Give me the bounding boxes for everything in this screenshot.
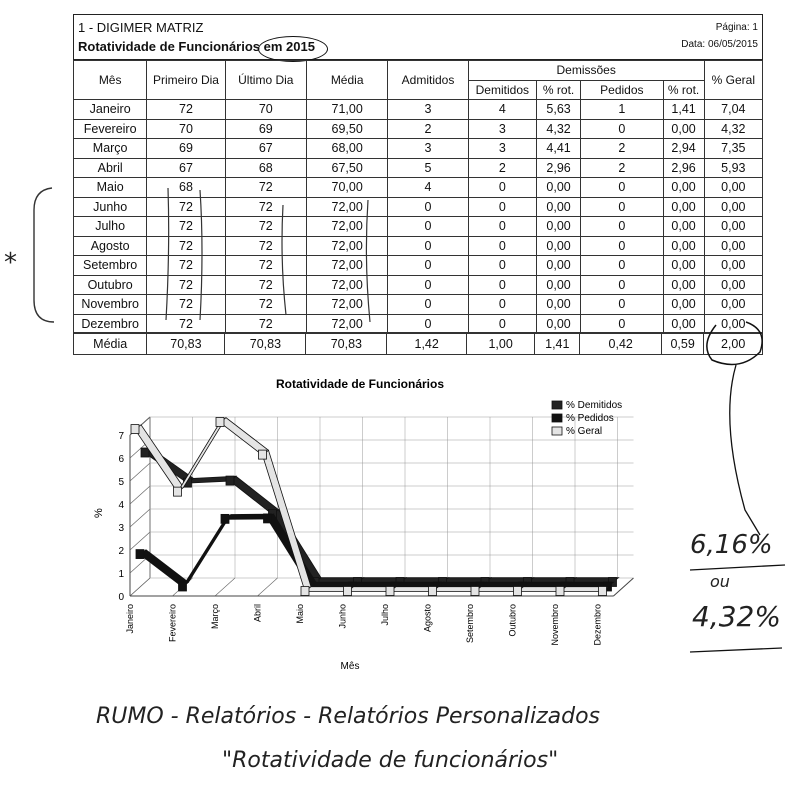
x-tick-label: Março	[210, 604, 220, 630]
x-tick-label: Dezembro	[592, 604, 603, 646]
table-cell: 72	[225, 236, 306, 256]
hand-footer-2: "Rotatividade de funcionários"	[222, 748, 559, 773]
y-tick-label: 1	[118, 569, 124, 580]
table-cell: 70,00	[306, 178, 387, 198]
table-cell: 4	[468, 100, 536, 120]
col-mes: Mês	[74, 61, 147, 100]
table-cell: 0	[468, 236, 536, 256]
table-cell: 0,00	[536, 256, 580, 276]
x-tick-label: Janeiro	[125, 604, 135, 634]
table-cell: 0	[468, 256, 536, 276]
table-cell: Junho	[74, 197, 147, 217]
table-cell: 72	[147, 217, 225, 237]
average-cell: 1,42	[387, 333, 467, 355]
table-cell: 0,00	[704, 217, 762, 237]
table-cell: 72	[147, 197, 225, 217]
table-cell: 72	[147, 100, 225, 120]
table-cell: 71,00	[306, 100, 387, 120]
company-name: 1 - DIGIMER MATRIZ	[78, 20, 204, 35]
average-cell: 1,41	[535, 333, 580, 355]
table-cell: 72	[147, 295, 225, 315]
table-cell: 0,00	[663, 178, 704, 198]
table-cell: 0,00	[704, 275, 762, 295]
table-cell: 0	[581, 256, 663, 276]
table-cell: 67	[225, 139, 306, 159]
y-tick-label: 0	[118, 592, 124, 603]
y-tick-label: 2	[118, 546, 124, 557]
table-cell: 72	[225, 314, 306, 334]
table-cell: 0,00	[704, 256, 762, 276]
table-cell: 0,00	[663, 119, 704, 139]
table-cell: Março	[74, 139, 147, 159]
table-cell: Julho	[74, 217, 147, 237]
table-cell: 4,41	[536, 139, 580, 159]
table-cell: 0	[468, 197, 536, 217]
table-cell: Outubro	[74, 275, 147, 295]
table-cell: 2	[581, 158, 663, 178]
table-cell: 67	[147, 158, 225, 178]
x-tick-label: Outubro	[507, 604, 518, 637]
table-cell: 0,00	[536, 314, 580, 334]
x-tick-label: Julho	[380, 604, 390, 626]
table-cell: 3	[468, 119, 536, 139]
x-tick-label: Abril	[252, 604, 263, 623]
average-cell: 70,83	[225, 333, 306, 355]
average-cell: 1,00	[467, 333, 535, 355]
table-cell: 0	[388, 256, 468, 276]
table-cell: 5	[388, 158, 468, 178]
table-cell: 0	[468, 295, 536, 315]
table-cell: 4,32	[536, 119, 580, 139]
table-cell: 0,00	[704, 178, 762, 198]
table-cell: 0,00	[704, 197, 762, 217]
legend-label: % Geral	[566, 426, 603, 437]
table-cell: 0,00	[536, 178, 580, 198]
x-tick-label: Novembro	[550, 604, 560, 646]
table-cell: 0,00	[663, 197, 704, 217]
table-cell: 0,00	[704, 314, 762, 334]
col-ultimo: Último Dia	[225, 61, 306, 100]
table-cell: 70	[225, 100, 306, 120]
table-cell: 72	[147, 275, 225, 295]
col-geral: % Geral	[704, 61, 762, 100]
table-cell: 72	[147, 314, 225, 334]
table-cell: 0,00	[704, 295, 762, 315]
table-cell: 0,00	[536, 275, 580, 295]
x-tick-label: Maio	[295, 604, 305, 624]
table-cell: 72	[225, 178, 306, 198]
average-cell: 0,42	[580, 333, 662, 355]
table-cell: 3	[468, 139, 536, 159]
table-cell: 72	[225, 275, 306, 295]
table-cell: 0	[388, 314, 468, 334]
table-cell: 0	[468, 217, 536, 237]
col-admitidos: Admitidos	[388, 61, 468, 100]
y-tick-label: 5	[118, 477, 124, 488]
table-cell: Abril	[74, 158, 147, 178]
table-cell: 0,00	[536, 236, 580, 256]
col-rot2: % rot.	[663, 80, 704, 100]
table-cell: Fevereiro	[74, 119, 147, 139]
table-cell: 68,00	[306, 139, 387, 159]
report-date: Data: 06/05/2015	[681, 39, 758, 50]
col-pedidos: Pedidos	[581, 80, 663, 100]
table-cell: 7,04	[704, 100, 762, 120]
table-cell: 0	[581, 275, 663, 295]
table-cell: Novembro	[74, 295, 147, 315]
table-cell: 72	[225, 295, 306, 315]
table-cell: 4,32	[704, 119, 762, 139]
x-tick-label: Junho	[337, 604, 348, 629]
y-tick-label: 6	[118, 454, 124, 465]
table-cell: 72,00	[306, 295, 387, 315]
table-cell: 72,00	[306, 256, 387, 276]
table-cell: 2,94	[663, 139, 704, 159]
x-tick-label: Fevereiro	[167, 604, 178, 643]
table-cell: 2,96	[536, 158, 580, 178]
table-cell: 0,00	[663, 256, 704, 276]
table-cell: 0	[388, 275, 468, 295]
hand-note-2: ou	[710, 572, 730, 591]
table-cell: 72,00	[306, 275, 387, 295]
table-cell: 2	[468, 158, 536, 178]
table-cell: 4	[388, 178, 468, 198]
table-cell: 72,00	[306, 236, 387, 256]
legend-label: % Demitidos	[566, 400, 623, 411]
table-cell: 0	[388, 217, 468, 237]
table-cell: 0	[581, 236, 663, 256]
col-demissoes: Demissões	[468, 61, 704, 81]
average-cell: 2,00	[704, 333, 763, 355]
report-title: Rotatividade de Funcionários em 2015	[78, 39, 315, 54]
y-tick-label: 3	[118, 523, 124, 534]
x-axis-label: Mês	[340, 661, 360, 672]
table-cell: 0	[388, 295, 468, 315]
x-tick-label: Setembro	[465, 604, 475, 644]
table-cell: 0	[468, 275, 536, 295]
table-cell: 69	[147, 139, 225, 159]
table-cell: 0,00	[536, 217, 580, 237]
average-cell: 0,59	[662, 333, 704, 355]
table-cell: 72	[147, 236, 225, 256]
hand-note-1: 6,16%	[690, 530, 773, 560]
table-cell: Janeiro	[74, 100, 147, 120]
table-cell: 72	[147, 256, 225, 276]
col-primeiro: Primeiro Dia	[147, 61, 225, 100]
table-cell: 68	[147, 178, 225, 198]
table-cell: 0,00	[663, 275, 704, 295]
table-cell: 2	[581, 139, 663, 159]
table-cell: 0	[388, 197, 468, 217]
table-cell: 2,96	[663, 158, 704, 178]
hand-asterisk: *	[4, 248, 17, 278]
table-cell: 0,00	[663, 314, 704, 334]
table-cell: 69,50	[306, 119, 387, 139]
y-axis-label: %	[93, 508, 105, 518]
table-cell: 2	[388, 119, 468, 139]
table-cell: 0	[581, 197, 663, 217]
table-cell: 0	[468, 178, 536, 198]
average-cell: Média	[74, 333, 147, 355]
table-cell: 0,00	[704, 236, 762, 256]
y-tick-label: 7	[118, 431, 124, 442]
table-cell: 0	[388, 236, 468, 256]
table-cell: 0,00	[663, 217, 704, 237]
hand-footer-1: RUMO - Relatórios - Relatórios Personalizados	[96, 704, 601, 729]
table-cell: 0	[581, 178, 663, 198]
table-cell: 0,00	[663, 295, 704, 315]
table-cell: 67,50	[306, 158, 387, 178]
table-cell: Agosto	[74, 236, 147, 256]
table-cell: 0	[581, 217, 663, 237]
table-cell: 0,00	[536, 197, 580, 217]
table-cell: 72	[225, 197, 306, 217]
col-media: Média	[306, 61, 387, 100]
table-cell: 0	[468, 314, 536, 334]
table-cell: Setembro	[74, 256, 147, 276]
hand-note-3: 4,32%	[692, 600, 781, 633]
table-cell: 0	[581, 314, 663, 334]
col-demitidos: Demitidos	[468, 80, 536, 100]
col-rot1: % rot.	[536, 80, 580, 100]
table-cell: Dezembro	[74, 314, 147, 334]
table-cell: 3	[388, 100, 468, 120]
x-tick-label: Agosto	[422, 604, 433, 633]
table-cell: 72	[225, 256, 306, 276]
table-cell: 1,41	[663, 100, 704, 120]
table-cell: Maio	[74, 178, 147, 198]
table-cell: 72,00	[306, 314, 387, 334]
table-cell: 1	[581, 100, 663, 120]
y-tick-label: 4	[118, 500, 124, 511]
table-cell: 0,00	[663, 236, 704, 256]
table-cell: 72	[225, 217, 306, 237]
table-cell: 72,00	[306, 217, 387, 237]
table-cell: 0	[581, 119, 663, 139]
chart-title: Rotatividade de Funcionários	[275, 377, 445, 391]
table-cell: 68	[225, 158, 306, 178]
table-cell: 70	[147, 119, 225, 139]
table-cell: 7,35	[704, 139, 762, 159]
average-cell: 70,83	[147, 333, 225, 355]
table-cell: 0,00	[536, 295, 580, 315]
table-cell: 5,63	[536, 100, 580, 120]
table-cell: 0	[581, 295, 663, 315]
table-cell: 5,93	[704, 158, 762, 178]
table-cell: 69	[225, 119, 306, 139]
table-cell: 3	[388, 139, 468, 159]
average-cell: 70,83	[306, 333, 387, 355]
page-number: Página: 1	[715, 22, 758, 33]
table-cell: 72,00	[306, 197, 387, 217]
legend-label: % Pedidos	[566, 413, 614, 424]
